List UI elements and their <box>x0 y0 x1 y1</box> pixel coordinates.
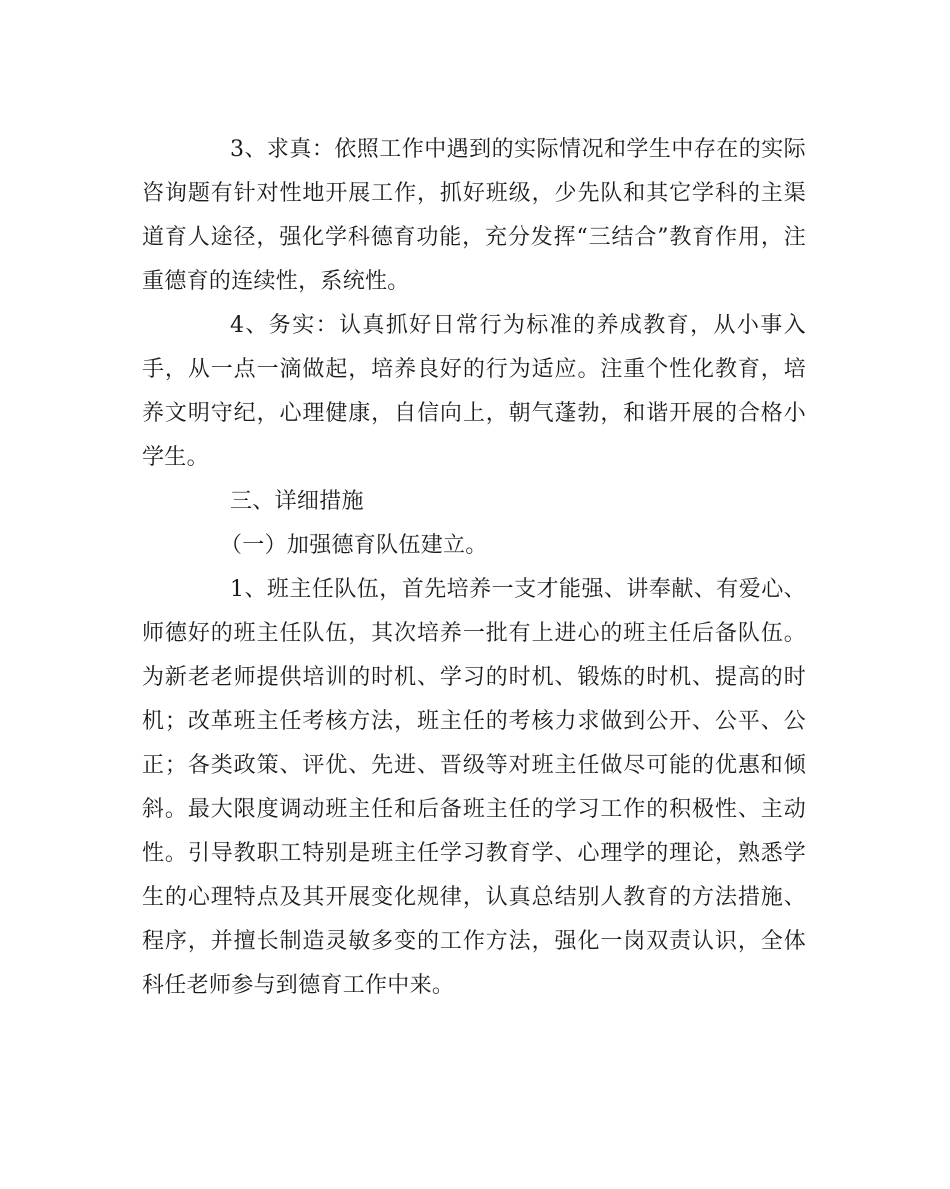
paragraph-practical: 4、务实：认真抓好日常行为标准的养成教育，从小事入手，从一点一滴做起，培养良好的行为适应。注重个性化教育，培养文明守纪，心理健康，自信向上，朝气蓬勃，和谐开展的合格小学生。 <box>142 313 806 470</box>
subsection-heading-team: （一）加强德育队伍建立。 <box>220 533 488 558</box>
document-body <box>142 128 806 1008</box>
section-heading-measures: 三、详细措施 <box>230 489 364 514</box>
paragraph-class-teacher-team: 1、班主任队伍，首先培养一支才能强、讲奉献、有爱心、师德好的班主任队伍，其次培养一批有上进心的班主任后备队伍。为新老老师提供培训的时机、学习的时机、锻炼的时机、提高的时机；改革班主任考核方法，班主任的考核力求做到公开、公平、公正；各类政策、评优、先进、晋级等对班主任做尽可能的优惠和倾斜。最大限度调动班主任和后备班主任的学习工作的积极性、主动性。引导教职工特别是班主任学习教育学、心理学的理论，熟悉学生的心理特点及其开展变化规律，认真总结别人教育的方法措施、程序，并擅长制造灵敏多变的工作方法，强化一岗双责认识，全体科任老师参与到德育工作中来。 <box>142 577 806 998</box>
paragraph-seek-truth: 3、求真：依照工作中遇到的实际情况和学生中存在的实际咨询题有针对性地开展工作，抓好班级，少先队和其它学科的主渠道育人途径，强化学科德育功能，充分发挥“三结合”教育作用，注重德育的连续性，系统性。 <box>142 137 806 294</box>
